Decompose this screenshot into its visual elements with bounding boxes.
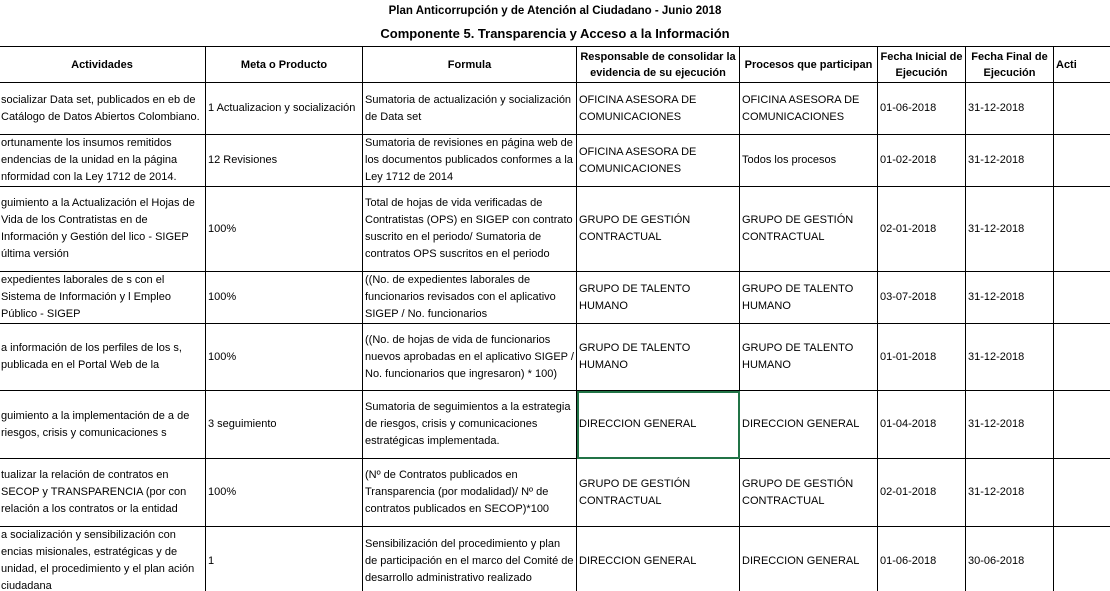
table-row	[0, 391, 1110, 459]
cell-meta[interactable]: 100%	[206, 324, 363, 391]
table-row	[0, 459, 1110, 527]
cell-responsable[interactable]: OFICINA ASESORA DE COMUNICACIONES	[577, 135, 740, 187]
cell-acti[interactable]	[1054, 324, 1110, 391]
cell-meta[interactable]: 1	[206, 527, 363, 591]
cell-actividad[interactable]: guimiento a la implementación de a de riesgos, crisis y comunicaciones s	[0, 391, 206, 459]
cell-formula[interactable]: ((No. de hojas de vida de funcionarios nuevos aprobadas en el aplicativo SIGEP / No. funcionarios que ingresaron) * 100)	[363, 324, 577, 391]
cell-fecha-final[interactable]: 31-12-2018	[966, 459, 1054, 527]
cell-acti[interactable]	[1054, 272, 1110, 324]
cell-actividad[interactable]: socializar Data set, publicados en eb de Catálogo de Datos Abiertos Colombiano.	[0, 83, 206, 135]
cell-formula[interactable]: Sensibilización del procedimiento y plan de participación en el marco del Comité de desarrollo administrativo realizado	[363, 527, 577, 591]
cell-formula[interactable]: Sumatoria de actualización y socialización de Data set	[363, 83, 577, 135]
header-fecha-inicial[interactable]: Fecha Inicial de Ejecución	[878, 47, 966, 83]
cell-responsable[interactable]: DIRECCION GENERAL	[577, 391, 740, 459]
cell-procesos[interactable]: DIRECCION GENERAL	[740, 391, 878, 459]
cell-formula[interactable]: Total de hojas de vida verificadas de Contratistas (OPS) en SIGEP con contrato suscrito en el periodo/ Sumatoria de contratos OPS suscritos en el periodo	[363, 187, 577, 272]
header-meta[interactable]: Meta o Producto	[206, 47, 363, 83]
header-acti[interactable]: Acti	[1054, 47, 1110, 83]
cell-formula[interactable]: Sumatoria de revisiones en página web de los documentos publicados conformes a la Ley 1712 de 2014	[363, 135, 577, 187]
cell-fecha-inicial[interactable]: 01-06-2018	[878, 83, 966, 135]
cell-fecha-inicial[interactable]: 01-04-2018	[878, 391, 966, 459]
cell-acti[interactable]	[1054, 527, 1110, 591]
cell-responsable[interactable]: GRUPO DE TALENTO HUMANO	[577, 324, 740, 391]
cell-responsable[interactable]: OFICINA ASESORA DE COMUNICACIONES	[577, 83, 740, 135]
header-row	[0, 47, 1110, 83]
cell-fecha-inicial[interactable]: 03-07-2018	[878, 272, 966, 324]
cell-procesos[interactable]: GRUPO DE GESTIÓN CONTRACTUAL	[740, 187, 878, 272]
cell-acti[interactable]	[1054, 187, 1110, 272]
cell-responsable[interactable]: GRUPO DE GESTIÓN CONTRACTUAL	[577, 459, 740, 527]
cell-procesos[interactable]: Todos los procesos	[740, 135, 878, 187]
table-row	[0, 324, 1110, 391]
cell-fecha-final[interactable]: 31-12-2018	[966, 187, 1054, 272]
header-formula[interactable]: Formula	[363, 47, 577, 83]
cell-actividad[interactable]: expedientes laborales de s con el Sistema de Información y l Empleo Público - SIGEP	[0, 272, 206, 324]
spreadsheet-grid	[0, 46, 1110, 591]
cell-actividad[interactable]: tualizar la relación de contratos en SECOP y TRANSPARENCIA (por con relación a los contratos or la entidad	[0, 459, 206, 527]
cell-responsable[interactable]: GRUPO DE GESTIÓN CONTRACTUAL	[577, 187, 740, 272]
cell-procesos[interactable]: DIRECCION GENERAL	[740, 527, 878, 591]
cell-fecha-inicial[interactable]: 01-01-2018	[878, 324, 966, 391]
cell-fecha-final[interactable]: 31-12-2018	[966, 135, 1054, 187]
cell-meta[interactable]: 1 Actualizacion y socialización	[206, 83, 363, 135]
cell-acti[interactable]	[1054, 135, 1110, 187]
cell-formula[interactable]: (Nº de Contratos publicados en Transparencia (por modalidad)/ Nº de contratos publicados en SECOP)*100	[363, 459, 577, 527]
cell-fecha-final[interactable]: 31-12-2018	[966, 324, 1054, 391]
cell-fecha-final[interactable]: 31-12-2018	[966, 83, 1054, 135]
table-row	[0, 272, 1110, 324]
sheet-title: Plan Anticorrupción y de Atención al Ciudadano - Junio 2018	[388, 5, 722, 17]
cell-meta[interactable]: 100%	[206, 187, 363, 272]
cell-procesos[interactable]: OFICINA ASESORA DE COMUNICACIONES	[740, 83, 878, 135]
table-row	[0, 187, 1110, 272]
header-procesos[interactable]: Procesos que participan	[740, 47, 878, 83]
cell-fecha-inicial[interactable]: 01-02-2018	[878, 135, 966, 187]
cell-fecha-final[interactable]: 31-12-2018	[966, 272, 1054, 324]
activities-table	[0, 46, 1110, 591]
cell-actividad[interactable]: ortunamente los insumos remitidos endencias de la unidad en la página nformidad con la Ley 1712 de 2014.	[0, 135, 206, 187]
table-row	[0, 135, 1110, 187]
table-row	[0, 83, 1110, 135]
cell-actividad[interactable]: a información de los perfiles de los s, publicada en el Portal Web de la	[0, 324, 206, 391]
cell-formula[interactable]: ((No. de expedientes laborales de funcionarios revisados con el aplicativo SIGEP / No. funcionarios	[363, 272, 577, 324]
table-row	[0, 527, 1110, 591]
cell-acti[interactable]	[1054, 391, 1110, 459]
cell-procesos[interactable]: GRUPO DE GESTIÓN CONTRACTUAL	[740, 459, 878, 527]
cell-fecha-final[interactable]: 31-12-2018	[966, 391, 1054, 459]
cell-meta[interactable]: 100%	[206, 459, 363, 527]
cell-meta[interactable]: 12 Revisiones	[206, 135, 363, 187]
cell-procesos[interactable]: GRUPO DE TALENTO HUMANO	[740, 324, 878, 391]
cell-fecha-inicial[interactable]: 02-01-2018	[878, 187, 966, 272]
cell-responsable[interactable]: DIRECCION GENERAL	[577, 527, 740, 591]
header-fecha-final[interactable]: Fecha Final de Ejecución	[966, 47, 1054, 83]
cell-procesos[interactable]: GRUPO DE TALENTO HUMANO	[740, 272, 878, 324]
cell-fecha-inicial[interactable]: 02-01-2018	[878, 459, 966, 527]
cell-fecha-inicial[interactable]: 01-06-2018	[878, 527, 966, 591]
cell-actividad[interactable]: guimiento a la Actualización el Hojas de Vida de los Contratistas en de Información y Gestión del lico - SIGEP última versión	[0, 187, 206, 272]
header-actividades[interactable]: Actividades	[0, 47, 206, 83]
cell-responsable[interactable]: GRUPO DE TALENTO HUMANO	[577, 272, 740, 324]
cell-meta[interactable]: 3 seguimiento	[206, 391, 363, 459]
cell-actividad[interactable]: a socialización y sensibilización con encias misionales, estratégicas y de unidad, el procedimiento y el plan ación ciudadana	[0, 527, 206, 591]
sheet-subtitle: Componente 5. Transparencia y Acceso a la Información	[380, 26, 730, 41]
cell-formula[interactable]: Sumatoria de seguimientos a la estrategia de riesgos, crisis y comunicaciones estratégicas implementada.	[363, 391, 577, 459]
cell-acti[interactable]	[1054, 459, 1110, 527]
cell-acti[interactable]	[1054, 83, 1110, 135]
header-responsable[interactable]: Responsable de consolidar la evidencia de su ejecución	[577, 47, 740, 83]
cell-fecha-final[interactable]: 30-06-2018	[966, 527, 1054, 591]
cell-meta[interactable]: 100%	[206, 272, 363, 324]
